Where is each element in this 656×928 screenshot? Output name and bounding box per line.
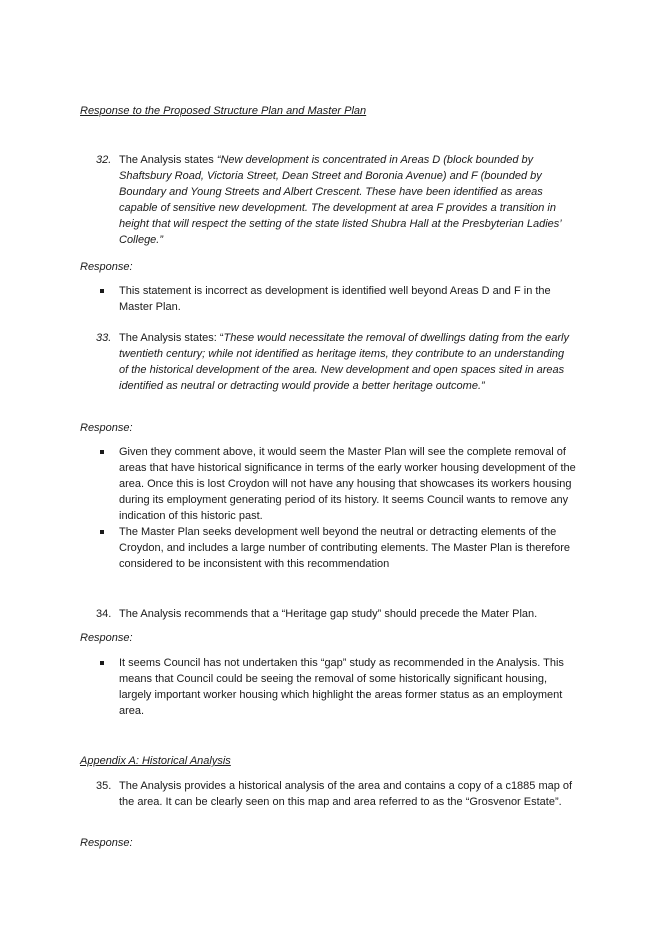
bullet-marker	[100, 530, 104, 534]
section-heading-structure-plan: Response to the Proposed Structure Plan and Master Plan	[80, 105, 367, 117]
bullet-text: It seems Council has not undertaken this “gap” study as recommended in the Analysis. This means that Council could be seeing the removal of some historically significant housing, largely important worker housing which highlight the areas former status as an employment area.	[119, 657, 564, 717]
bullet-text: Given they comment above, it would seem the Master Plan will see the complete removal of areas that have historical significance in terms of the early worker housing development of the area. Once this is lost Croydon will not have any housing that showcases its workers housing during its employment generating period of its history. It seems Council wants to remove any indication of this historic past.	[119, 446, 576, 522]
bullet-item	[96, 444, 576, 524]
bullet-item	[96, 524, 576, 572]
response-label: Response:	[80, 422, 133, 434]
bullet-marker	[100, 289, 104, 293]
paragraph-lead: The Analysis states	[119, 154, 217, 166]
paragraph-number: 34.	[96, 608, 112, 620]
section-heading-appendix: Appendix A: Historical Analysis	[80, 755, 231, 767]
response-label: Response:	[80, 261, 133, 273]
bullet-item	[96, 655, 576, 719]
response-label: Response:	[80, 837, 133, 849]
numbered-paragraph-34	[96, 606, 576, 622]
bullet-item	[96, 283, 576, 315]
paragraph-quote: “New development is concentrated in Areas D (block bounded by Shaftsbury Road, Victoria Street, Dean Street and Boronia Avenue) and F (bounded by Boundary and Young Streets and Albert Crescent. These have been identified as areas capable of sensitive new development. The development at area F provides a transition in height that will respect the setting of the state listed Shubra Hall at the Presbyterian Ladies’ College.”	[119, 154, 562, 246]
bullet-marker	[100, 450, 104, 454]
paragraph-lead: The Analysis states: “	[119, 332, 224, 344]
paragraph-number: 32.	[96, 154, 112, 166]
paragraph-lead: The Analysis recommends that a “Heritage gap study” should precede the Mater Plan.	[119, 608, 538, 620]
bullet-text: This statement is incorrect as development is identified well beyond Areas D and F in the Master Plan.	[119, 285, 551, 313]
numbered-paragraph-33	[96, 330, 576, 394]
response-label: Response:	[80, 632, 133, 644]
numbered-paragraph-32	[96, 152, 576, 248]
paragraph-quote: These would necessitate the removal of dwellings dating from the early twentieth century; while not identified as heritage items, they contribute to an understanding of the historical development of the area. New development and open spaces sited in areas identified as neutral or detracting would provide a better heritage outcome.”	[119, 332, 570, 392]
bullet-marker	[100, 661, 104, 665]
paragraph-number: 33.	[96, 332, 112, 344]
bullet-text: The Master Plan seeks development well beyond the neutral or detracting elements of the Croydon, and includes a large number of contributing elements. The Master Plan is therefore considered to be inconsistent with this recommendation	[119, 526, 571, 570]
paragraph-lead: The Analysis provides a historical analysis of the area and contains a copy of a c1885 map of the area. It can be clearly seen on this map and area referred to as the “Grosvenor Estate”.	[119, 780, 573, 808]
numbered-paragraph-35	[96, 778, 576, 810]
paragraph-number: 35.	[96, 780, 112, 792]
